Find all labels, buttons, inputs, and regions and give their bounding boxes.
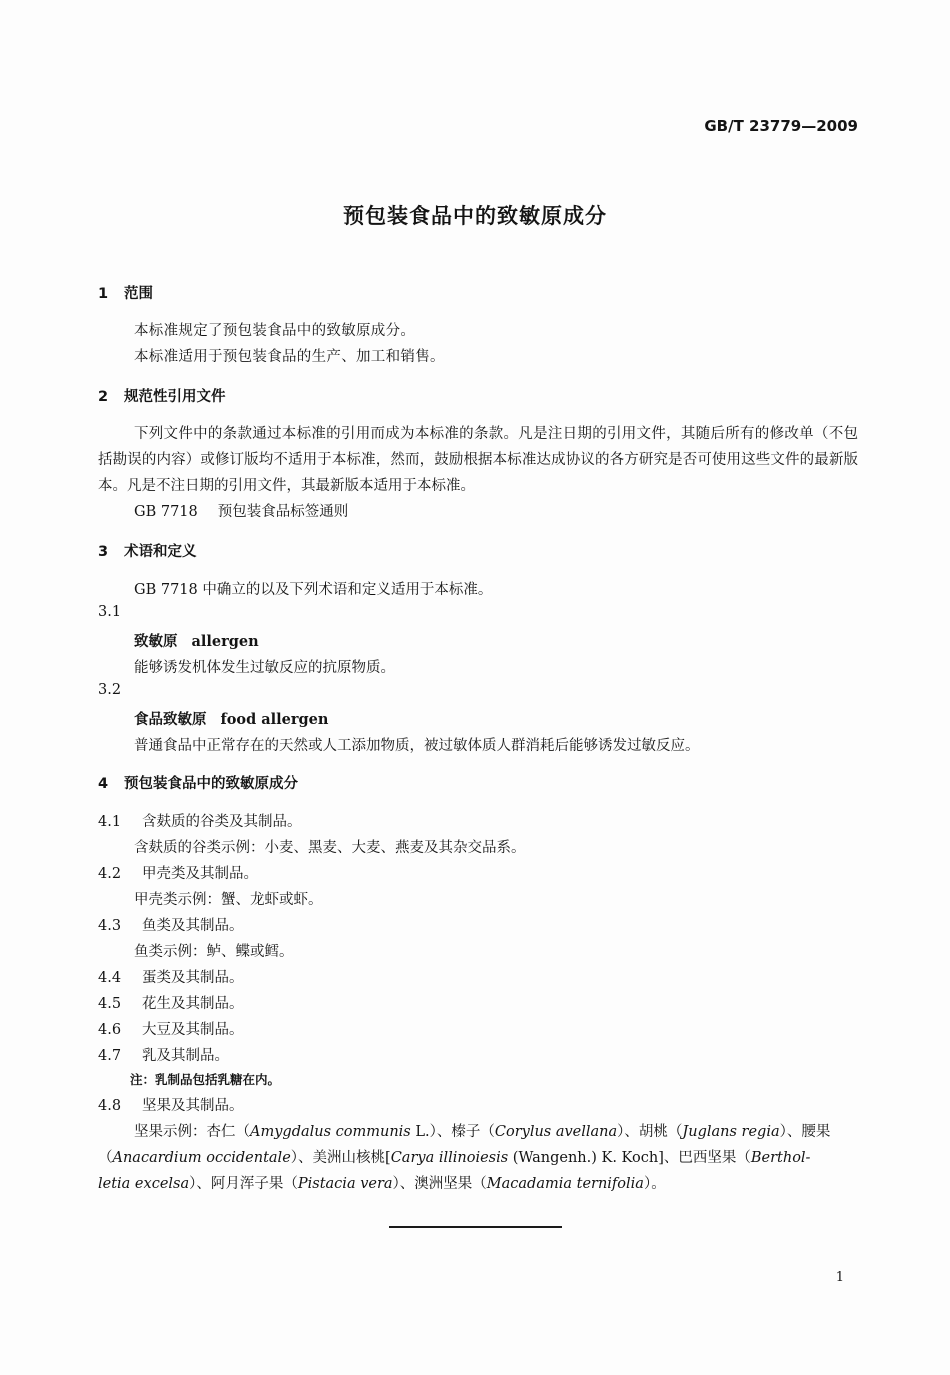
item-text: 蛋类及其制品。 bbox=[142, 970, 244, 986]
section-4-heading bbox=[98, 772, 298, 793]
nuts-example-line-3: letia excelsa）、阿月浑子果（Pistacia vera）、澳洲坚果（Macadamia ternifolia）。 bbox=[98, 1176, 666, 1192]
nuts-example-line-1: 坚果示例：杏仁（Amygdalus communis L.）、榛子（Corylus avellana）、胡桃（Juglans regia）、腰果 bbox=[134, 1124, 831, 1140]
term-definition: 普通食品中正常存在的天然或人工添加物质，被过敏体质人群消耗后能够诱发过敏反应。 bbox=[134, 738, 700, 754]
item-number: 4.2 bbox=[98, 866, 122, 882]
paragraph: 本标准适用于预包装食品的生产、加工和销售。 bbox=[134, 349, 445, 365]
section-1-heading bbox=[98, 282, 153, 303]
section-title: 预包装食品中的致敏原成分 bbox=[124, 776, 298, 792]
section-number: 1 bbox=[98, 286, 109, 302]
item-note: 注：乳制品包括乳糖在内。 bbox=[130, 1072, 281, 1087]
nut-latin: Berthol- bbox=[750, 1150, 811, 1166]
nut-cashew: 腰果 bbox=[801, 1124, 831, 1140]
section-title: 范围 bbox=[124, 286, 153, 302]
term-zh: 食品致敏原 bbox=[134, 712, 207, 728]
nut-latin: Amygdalus communis bbox=[250, 1124, 411, 1140]
nut-hazelnut: 榛子 bbox=[451, 1124, 481, 1140]
nut-walnut: 胡桃 bbox=[638, 1124, 668, 1140]
term-zh: 致敏原 bbox=[134, 634, 178, 650]
item-number: 4.1 bbox=[98, 814, 122, 830]
nut-pecan: 美洲山核桃 bbox=[312, 1150, 386, 1166]
nut-latin: letia excelsa bbox=[98, 1176, 190, 1192]
nuts-lead: 坚果示例： bbox=[134, 1124, 207, 1140]
paragraph: 本标准规定了预包装食品中的致敏原成分。 bbox=[134, 323, 416, 339]
nut-author: L. bbox=[415, 1124, 430, 1140]
item-text: 甲壳类及其制品。 bbox=[142, 866, 258, 882]
section-number: 4 bbox=[98, 776, 109, 792]
term-number: 3.1 bbox=[98, 604, 122, 620]
item-text: 鱼类及其制品。 bbox=[142, 918, 244, 934]
list-item bbox=[98, 1044, 229, 1065]
item-text: 含麸质的谷类及其制品。 bbox=[142, 814, 302, 830]
page-number: 1 bbox=[835, 1270, 844, 1285]
term-number: 3.2 bbox=[98, 682, 122, 698]
nuts-example-line-2: （Anacardium occidentale）、美洲山核桃[Carya illinoiesis (Wangenh.) K. Koch]、巴西坚果（Berthol- bbox=[98, 1150, 811, 1166]
section-number: 2 bbox=[98, 389, 109, 405]
reference-item bbox=[134, 500, 348, 521]
item-text: 坚果及其制品。 bbox=[142, 1098, 244, 1114]
section-number: 3 bbox=[98, 544, 109, 560]
list-item bbox=[98, 914, 244, 935]
list-item bbox=[98, 992, 244, 1013]
nut-latin: Anacardium occidentale bbox=[112, 1150, 291, 1166]
reference-title: 预包装食品标签通则 bbox=[217, 504, 349, 520]
section-title: 术语和定义 bbox=[124, 544, 197, 560]
terms-intro: GB 7718 中确立的以及下列术语和定义适用于本标准。 bbox=[134, 582, 493, 598]
list-item bbox=[98, 966, 244, 987]
item-example: 鱼类示例：鲈、鲽或鳕。 bbox=[134, 944, 294, 960]
list-item bbox=[98, 862, 258, 883]
item-number: 4.7 bbox=[98, 1048, 122, 1064]
item-example: 甲壳类示例：蟹、龙虾或虾。 bbox=[134, 892, 323, 908]
term-definition: 能够诱发机体发生过敏反应的抗原物质。 bbox=[134, 660, 395, 676]
term-en: allergen bbox=[191, 633, 259, 650]
nut-almond: 杏仁 bbox=[206, 1124, 236, 1140]
nut-macadamia: 澳洲坚果 bbox=[414, 1176, 473, 1192]
nut-latin: Macadamia ternifolia bbox=[486, 1176, 644, 1192]
nut-latin: Carya illinoiesis bbox=[390, 1150, 509, 1166]
term-entry bbox=[134, 630, 259, 651]
nut-latin: Juglans regia bbox=[682, 1124, 780, 1140]
nut-latin: Corylus avellana bbox=[494, 1124, 618, 1140]
list-item bbox=[98, 810, 302, 831]
section-2-heading bbox=[98, 385, 226, 406]
nut-latin: Pistacia vera bbox=[297, 1176, 393, 1192]
item-example: 含麸质的谷类示例：小麦、黑麦、大麦、燕麦及其杂交品系。 bbox=[134, 840, 526, 856]
item-number: 4.8 bbox=[98, 1098, 122, 1114]
nut-author: (Wangenh.) K. Koch bbox=[512, 1150, 659, 1166]
end-rule bbox=[389, 1226, 562, 1228]
term-en: food allergen bbox=[220, 711, 329, 728]
item-number: 4.4 bbox=[98, 970, 122, 986]
section-3-heading bbox=[98, 540, 197, 561]
nut-pistachio: 阿月浑子果 bbox=[210, 1176, 284, 1192]
section-title: 规范性引用文件 bbox=[124, 389, 226, 405]
term-entry bbox=[134, 708, 328, 729]
item-text: 花生及其制品。 bbox=[142, 996, 244, 1012]
normative-references-paragraph: 下列文件中的条款通过本标准的引用而成为本标准的条款。凡是注日期的引用文件，其随后所有的修改单（不包括勘误的内容）或修订版均不适用于本标准，然而，鼓励根据本标准达成协议的各方研究是否可使用这些文件的最新版本。凡是不注日期的引用文件，其最新版本适用于本标准。 bbox=[98, 426, 858, 494]
item-number: 4.3 bbox=[98, 918, 122, 934]
item-text: 大豆及其制品。 bbox=[142, 1022, 244, 1038]
item-number: 4.6 bbox=[98, 1022, 122, 1038]
standard-code: GB/T 23779—2009 bbox=[704, 117, 858, 135]
reference-code: GB 7718 bbox=[134, 504, 198, 520]
list-item bbox=[98, 1018, 244, 1039]
nut-brazil: 巴西坚果 bbox=[678, 1150, 737, 1166]
item-text: 乳及其制品。 bbox=[142, 1048, 229, 1064]
item-number: 4.5 bbox=[98, 996, 122, 1012]
list-item bbox=[98, 1094, 244, 1115]
page-title: 预包装食品中的致敏原成分 bbox=[343, 204, 607, 228]
